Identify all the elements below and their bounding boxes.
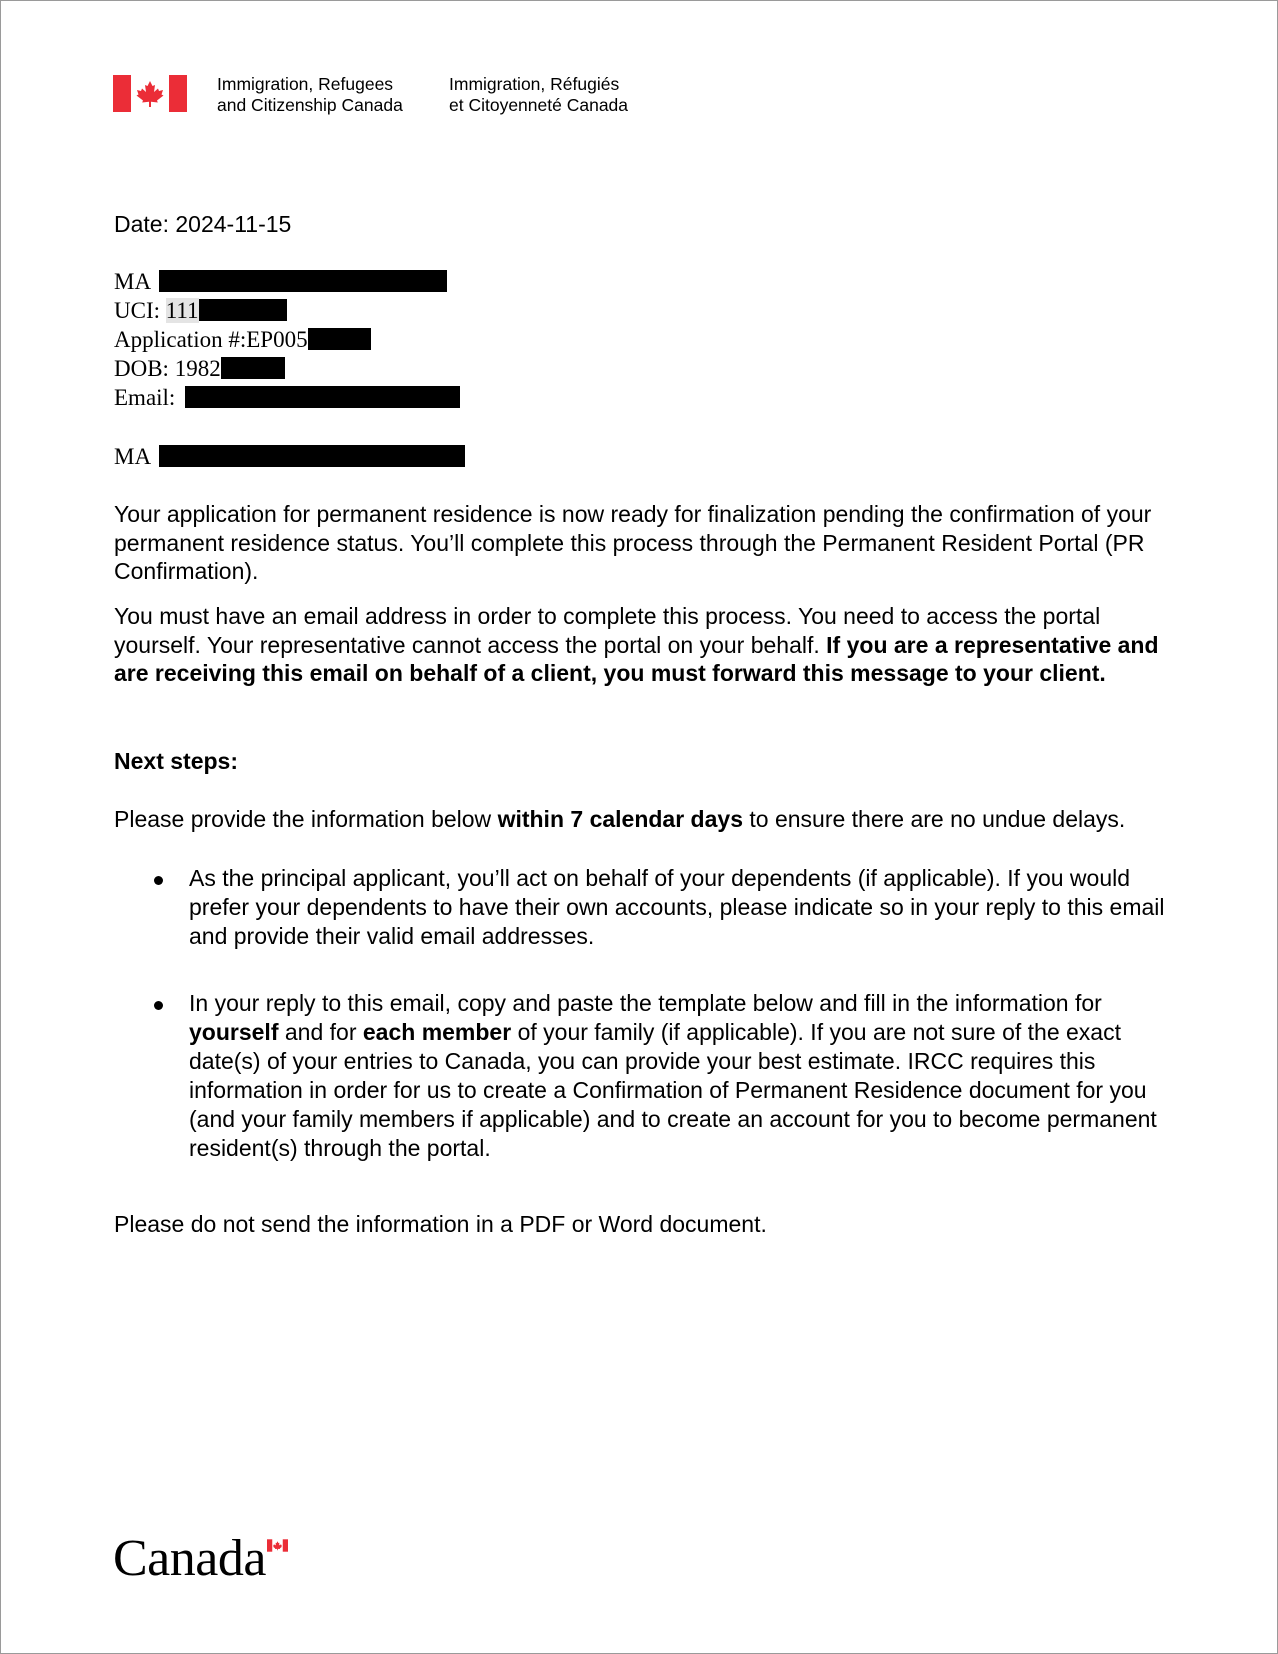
bullet-icon [154, 1001, 163, 1010]
next-steps-heading: Next steps: [114, 748, 238, 774]
recipient-email: Email: [114, 383, 460, 412]
recipient-application-number: Application #:EP005 [114, 325, 460, 354]
recipient-name: MA [114, 267, 460, 296]
department-name-english: Immigration, Refugees and Citizenship Canada [217, 74, 403, 115]
recipient-uci: UCI: 111 [114, 296, 460, 325]
redaction-bar [221, 357, 285, 379]
department-name-french: Immigration, Réfugiés et Citoyenneté Canada [449, 74, 629, 115]
list-item: As the principal applicant, you’ll act on behalf of your dependents (if applicable). If you would prefer your dependents to have their own accounts, please indicate so in your reply to this email and provide their valid email addresses. [114, 864, 1174, 951]
salutation: MA [114, 442, 465, 471]
redaction-bar [199, 299, 287, 321]
paragraph-no-pdf: Please do not send the information in a PDF or Word document. [114, 1211, 767, 1237]
bullet-list [114, 864, 1174, 951]
paragraph-ready-for-finalization: Your application for permanent residence is now ready for finalization pending the confirmation of your permanent residence status. You’ll complete this process through the Permanent Resident Portal (PR Confirmation). [114, 501, 1152, 584]
redaction-bar [159, 445, 465, 467]
bullet-icon [154, 876, 163, 885]
canada-wordmark-flag-icon [267, 1539, 288, 1552]
redaction-bar [185, 386, 460, 408]
canada-wordmark: Canada [113, 1530, 266, 1587]
paragraph-provide-information: Please provide the information below within 7 calendar days to ensure there are no undue delays. [114, 806, 1126, 832]
list-item: In your reply to this email, copy and paste the template below and fill in the information for yourself and for each member of your family (if applicable). If you are not sure of the exact date(s) of your entries to Canada, you can provide your best estimate. IRCC requires this information in order for us to create a Confirmation of Permanent Residence document for you (and your family members if applicable) and to create an account for you to become permanent resident(s) through the portal. [114, 989, 1174, 1163]
letter-date: Date: 2024-11-15 [114, 211, 292, 237]
redaction-bar [159, 270, 447, 292]
redaction-bar [308, 328, 371, 350]
bullet-list [114, 989, 1174, 1163]
recipient-details [114, 267, 460, 412]
canada-flag-icon [113, 75, 187, 112]
recipient-dob: DOB: 1982 [114, 354, 460, 383]
paragraph-email-requirement: You must have an email address in order to complete this process. You need to access the portal yourself. Your representative cannot access the portal on your behalf. If you are a representative and are receiving this email on behalf of a client, you must forward this message to your client. [114, 603, 1159, 686]
